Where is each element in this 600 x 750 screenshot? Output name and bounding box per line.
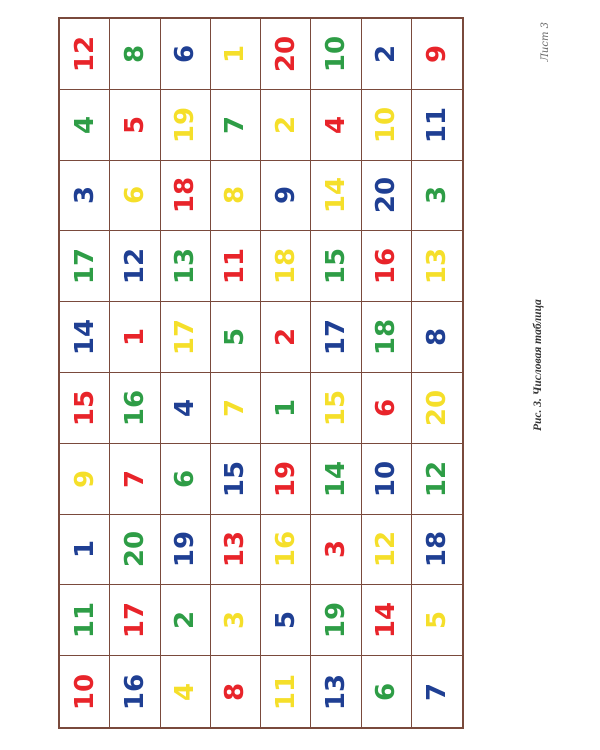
cell-number: 12: [371, 531, 402, 568]
cell-number: 13: [320, 673, 351, 710]
table-cell: [161, 161, 211, 232]
cell-number: 3: [220, 611, 251, 630]
table-cell: [161, 515, 211, 586]
table-cell: [261, 656, 311, 727]
cell-number: 8: [220, 186, 251, 205]
cell-number: 3: [320, 540, 351, 559]
cell-number: 18: [421, 531, 452, 568]
cell-number: 17: [119, 602, 150, 639]
table-cell: [362, 161, 412, 232]
table-cell: [412, 90, 462, 161]
cell-number: 15: [320, 389, 351, 426]
table-cell: [60, 161, 110, 232]
table-cell: [311, 656, 361, 727]
table-cell: [60, 585, 110, 656]
table-cell: [261, 161, 311, 232]
table-cell: [211, 515, 261, 586]
cell-number: 3: [421, 186, 452, 205]
cell-number: 15: [320, 248, 351, 285]
table-cell: [311, 444, 361, 515]
cell-number: 16: [119, 673, 150, 710]
table-cell: [161, 373, 211, 444]
table-cell: [412, 515, 462, 586]
table-cell: [161, 585, 211, 656]
cell-number: 2: [270, 328, 301, 347]
table-cell: [261, 585, 311, 656]
table-cell: [211, 19, 261, 90]
cell-number: 2: [170, 611, 201, 630]
table-cell: [211, 656, 261, 727]
cell-number: 7: [220, 398, 251, 417]
cell-number: 1: [69, 540, 100, 559]
cell-number: 11: [69, 602, 100, 639]
cell-number: 13: [170, 248, 201, 285]
cell-number: 20: [421, 389, 452, 426]
table-cell: [60, 515, 110, 586]
table-cell: [261, 515, 311, 586]
cell-number: 17: [320, 319, 351, 356]
table-cell: [362, 302, 412, 373]
table-cell: [161, 19, 211, 90]
table-cell: [60, 19, 110, 90]
table-cell: [110, 656, 160, 727]
table-cell: [261, 373, 311, 444]
cell-number: 15: [69, 389, 100, 426]
table-cell: [311, 585, 361, 656]
table-cell: [412, 19, 462, 90]
cell-number: 1: [270, 398, 301, 417]
table-cell: [60, 231, 110, 302]
table-cell: [311, 19, 361, 90]
cell-number: 18: [270, 248, 301, 285]
cell-number: 3: [69, 186, 100, 205]
table-cell: [362, 90, 412, 161]
number-table: [58, 17, 464, 729]
table-cell: [211, 161, 261, 232]
cell-number: 11: [220, 248, 251, 285]
table-cell: [362, 231, 412, 302]
table-cell: [311, 373, 361, 444]
sheet-label: Лист 3: [540, 22, 551, 62]
cell-number: 19: [270, 460, 301, 497]
cell-number: 12: [69, 35, 100, 72]
cell-number: 19: [170, 106, 201, 143]
cell-number: 20: [119, 531, 150, 568]
cell-number: 5: [421, 611, 452, 630]
table-cell: [60, 302, 110, 373]
cell-number: 12: [119, 248, 150, 285]
table-cell: [161, 444, 211, 515]
table-cell: [412, 231, 462, 302]
cell-number: 4: [170, 682, 201, 701]
cell-number: 14: [320, 460, 351, 497]
cell-number: 13: [421, 248, 452, 285]
cell-number: 18: [371, 319, 402, 356]
cell-number: 10: [320, 35, 351, 72]
cell-number: 14: [320, 177, 351, 214]
table-cell: [412, 373, 462, 444]
cell-number: 15: [220, 460, 251, 497]
figure-caption: Рис. 3. Числовая таблица: [532, 299, 544, 431]
table-cell: [211, 585, 261, 656]
table-cell: [211, 302, 261, 373]
cell-number: 6: [119, 186, 150, 205]
table-cell: [362, 515, 412, 586]
table-cell: [362, 19, 412, 90]
cell-number: 5: [220, 328, 251, 347]
table-cell: [161, 90, 211, 161]
table-cell: [211, 90, 261, 161]
cell-number: 4: [170, 398, 201, 417]
cell-number: 10: [371, 460, 402, 497]
table-cell: [110, 231, 160, 302]
cell-number: 1: [220, 44, 251, 63]
cell-number: 7: [119, 469, 150, 488]
cell-number: 9: [421, 44, 452, 63]
cell-number: 6: [371, 398, 402, 417]
table-cell: [110, 19, 160, 90]
table-cell: [60, 373, 110, 444]
cell-number: 5: [270, 611, 301, 630]
table-cell: [261, 302, 311, 373]
cell-number: 8: [119, 44, 150, 63]
cell-number: 6: [170, 44, 201, 63]
table-cell: [362, 585, 412, 656]
table-cell: [161, 302, 211, 373]
table-cell: [211, 231, 261, 302]
table-cell: [362, 444, 412, 515]
cell-number: 2: [270, 115, 301, 134]
cell-number: 11: [421, 106, 452, 143]
table-cell: [211, 373, 261, 444]
table-cell: [362, 656, 412, 727]
cell-number: 16: [119, 389, 150, 426]
table-cell: [261, 19, 311, 90]
cell-number: 5: [119, 115, 150, 134]
cell-number: 13: [220, 531, 251, 568]
table-cell: [311, 90, 361, 161]
cell-number: 18: [170, 177, 201, 214]
cell-number: 10: [69, 673, 100, 710]
table-cell: [110, 161, 160, 232]
table-cell: [311, 231, 361, 302]
table-cell: [261, 231, 311, 302]
table-cell: [161, 231, 211, 302]
cell-number: 16: [371, 248, 402, 285]
table-cell: [412, 302, 462, 373]
table-cell: [412, 585, 462, 656]
table-cell: [412, 444, 462, 515]
cell-number: 4: [69, 115, 100, 134]
cell-number: 19: [170, 531, 201, 568]
cell-number: 7: [421, 682, 452, 701]
cell-number: 20: [371, 177, 402, 214]
table-cell: [110, 585, 160, 656]
table-cell: [161, 656, 211, 727]
cell-number: 9: [69, 469, 100, 488]
cell-number: 8: [421, 328, 452, 347]
cell-number: 11: [270, 673, 301, 710]
cell-number: 16: [270, 531, 301, 568]
table-cell: [311, 161, 361, 232]
table-cell: [412, 161, 462, 232]
table-cell: [110, 302, 160, 373]
table-cell: [362, 373, 412, 444]
cell-number: 4: [320, 115, 351, 134]
cell-number: 6: [170, 469, 201, 488]
cell-number: 9: [270, 186, 301, 205]
cell-number: 14: [69, 319, 100, 356]
table-cell: [211, 444, 261, 515]
table-cell: [60, 90, 110, 161]
cell-number: 14: [371, 602, 402, 639]
table-cell: [311, 302, 361, 373]
cell-number: 8: [220, 682, 251, 701]
table-cell: [110, 444, 160, 515]
table-cell: [412, 656, 462, 727]
cell-number: 20: [270, 35, 301, 72]
cell-number: 12: [421, 460, 452, 497]
table-cell: [60, 444, 110, 515]
cell-number: 7: [220, 115, 251, 134]
table-cell: [110, 90, 160, 161]
table-cell: [311, 515, 361, 586]
table-cell: [261, 90, 311, 161]
cell-number: 6: [371, 682, 402, 701]
cell-number: 2: [371, 44, 402, 63]
table-cell: [110, 373, 160, 444]
cell-number: 19: [320, 602, 351, 639]
cell-number: 1: [119, 328, 150, 347]
table-cell: [60, 656, 110, 727]
cell-number: 10: [371, 106, 402, 143]
cell-number: 17: [69, 248, 100, 285]
table-cell: [261, 444, 311, 515]
table-cell: [110, 515, 160, 586]
cell-number: 17: [170, 319, 201, 356]
